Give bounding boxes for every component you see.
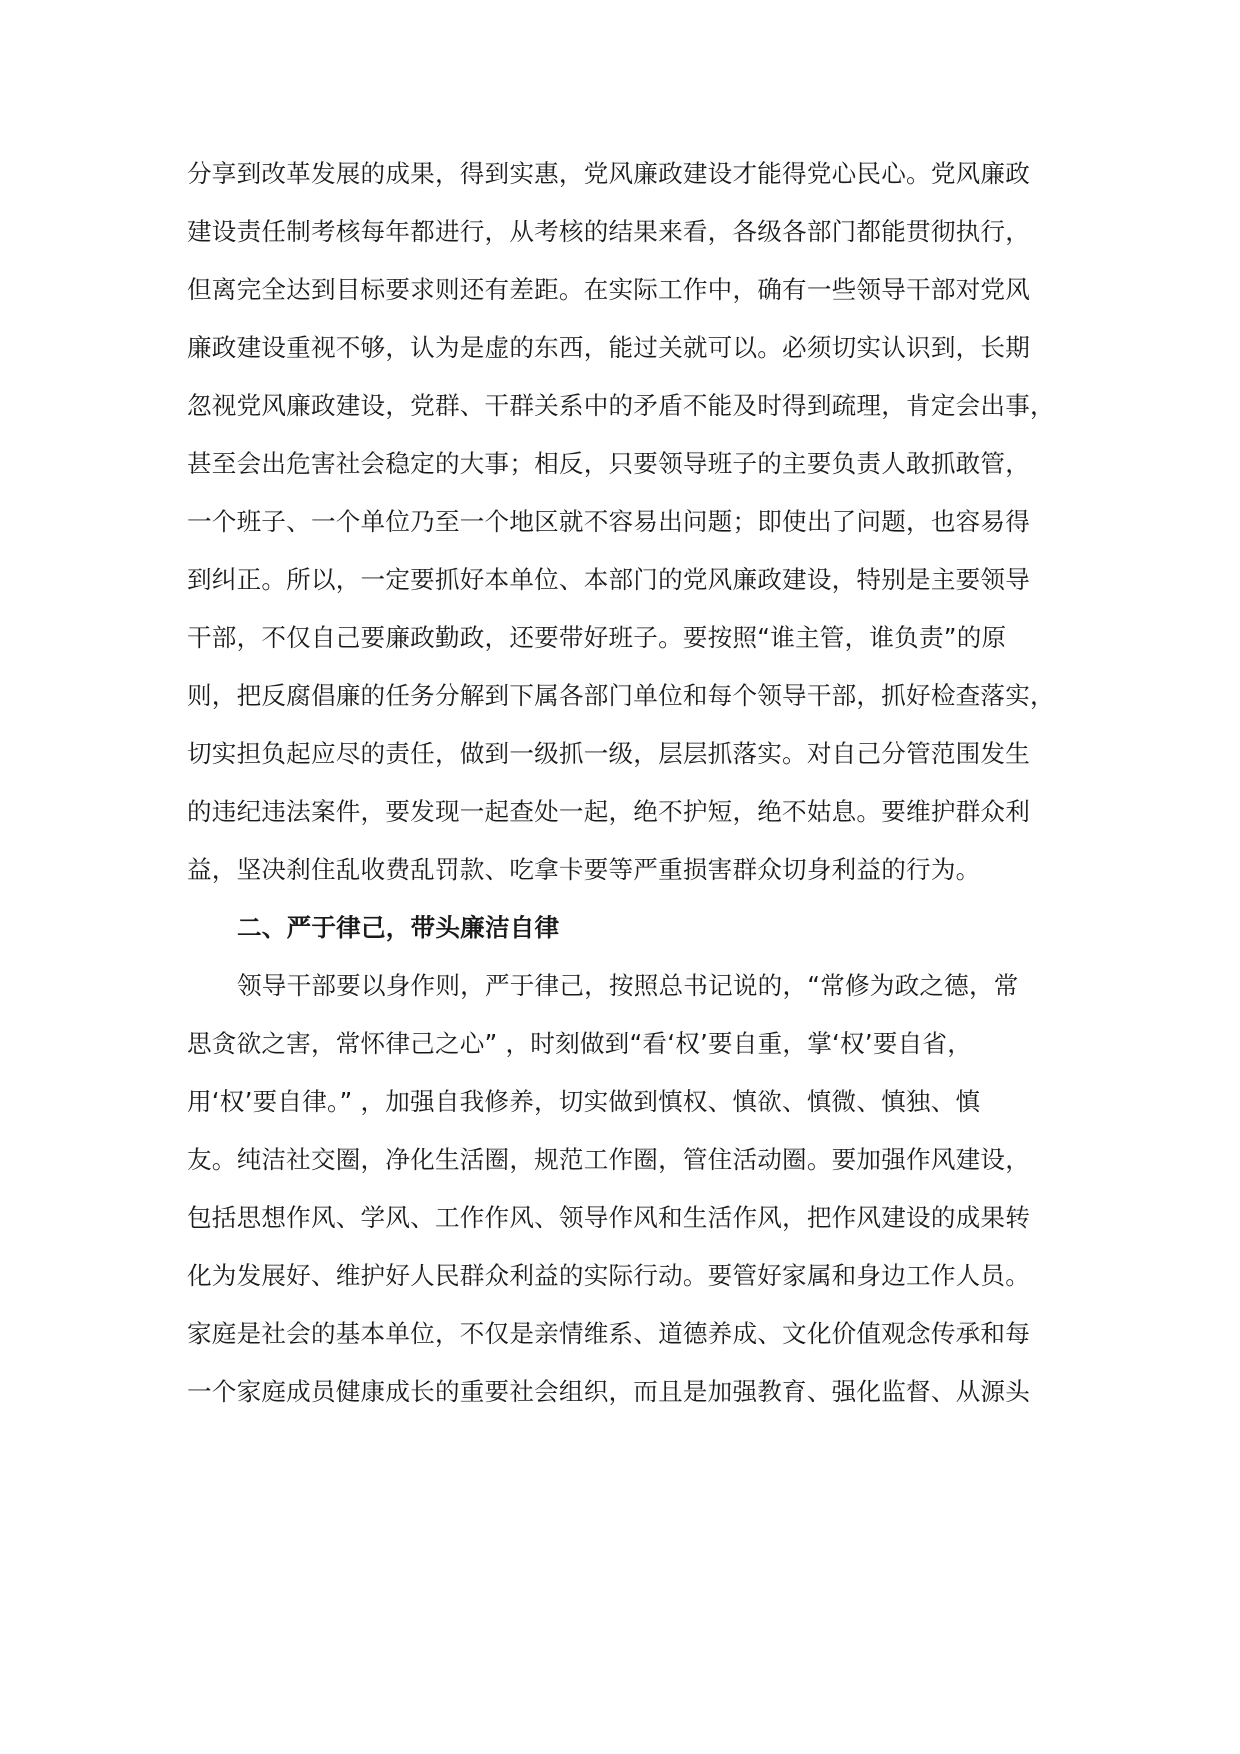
section-heading: 二、严于律己，带头廉洁自律	[237, 913, 560, 942]
paragraph-line: 一个家庭成员健康成长的重要社会组织，而且是加强教育、强化监督、从源头	[187, 1377, 1030, 1406]
paragraph-line: 一个班子、一个单位乃至一个地区就不容易出问题；即使出了问题，也容易得	[187, 507, 1030, 536]
paragraph-line: 忽视党风廉政建设，党群、干群关系中的矛盾不能及时得到疏理，肯定会出事，	[187, 391, 1055, 420]
paragraph-line: 到纠正。所以，一定要抓好本单位、本部门的党风廉政建设，特别是主要领导	[187, 565, 1030, 594]
paragraph-line: 但离完全达到目标要求则还有差距。在实际工作中，确有一些领导干部对党风	[187, 275, 1030, 304]
paragraph-line: 建设责任制考核每年都进行，从考核的结果来看，各级各部门都能贯彻执行，	[187, 217, 1030, 246]
paragraph-line: 干部，不仅自己要廉政勤政，还要带好班子。要按照“谁主管，谁负责”的原	[187, 623, 1007, 652]
paragraph-line: 益，坚决刹住乱收费乱罚款、吃拿卡要等严重损害群众切身利益的行为。	[187, 855, 981, 884]
paragraph-line: 廉政建设重视不够，认为是虚的东西，能过关就可以。必须切实认识到，长期	[187, 333, 1030, 362]
paragraph-line: 领导干部要以身作则，严于律己，按照总书记说的，“常修为政之德，常	[237, 971, 1019, 1000]
paragraph-line: 思贪欲之害，常怀律己之心” ，时刻做到“看‘权’要自重，掌‘权’要自省，	[187, 1029, 972, 1058]
paragraph-line: 家庭是社会的基本单位，不仅是亲情维系、道德养成、文化价值观念传承和每	[187, 1319, 1030, 1348]
paragraph-line: 包括思想作风、学风、工作作风、领导作风和生活作风，把作风建设的成果转	[187, 1203, 1030, 1232]
paragraph-line: 切实担负起应尽的责任，做到一级抓一级，层层抓落实。对自己分管范围发生	[187, 739, 1030, 768]
paragraph-line: 甚至会出危害社会稳定的大事；相反，只要领导班子的主要负责人敢抓敢管，	[187, 449, 1030, 478]
paragraph-line: 化为发展好、维护好人民群众利益的实际行动。要管好家属和身边工作人员。	[187, 1261, 1030, 1290]
paragraph-line: 的违纪违法案件，要发现一起查处一起，绝不护短，绝不姑息。要维护群众利	[187, 797, 1030, 826]
paragraph-line: 用‘权’要自律。” ，加强自我修养，切实做到慎权、慎欲、慎微、慎独、慎	[187, 1087, 981, 1116]
paragraph-line: 友。纯洁社交圈，净化生活圈，规范工作圈，管住活动圈。要加强作风建设，	[187, 1145, 1030, 1174]
paragraph-line: 则，把反腐倡廉的任务分解到下属各部门单位和每个领导干部，抓好检查落实，	[187, 681, 1055, 710]
paragraph-line: 分享到改革发展的成果，得到实惠，党风廉政建设才能得党心民心。党风廉政	[187, 159, 1030, 188]
